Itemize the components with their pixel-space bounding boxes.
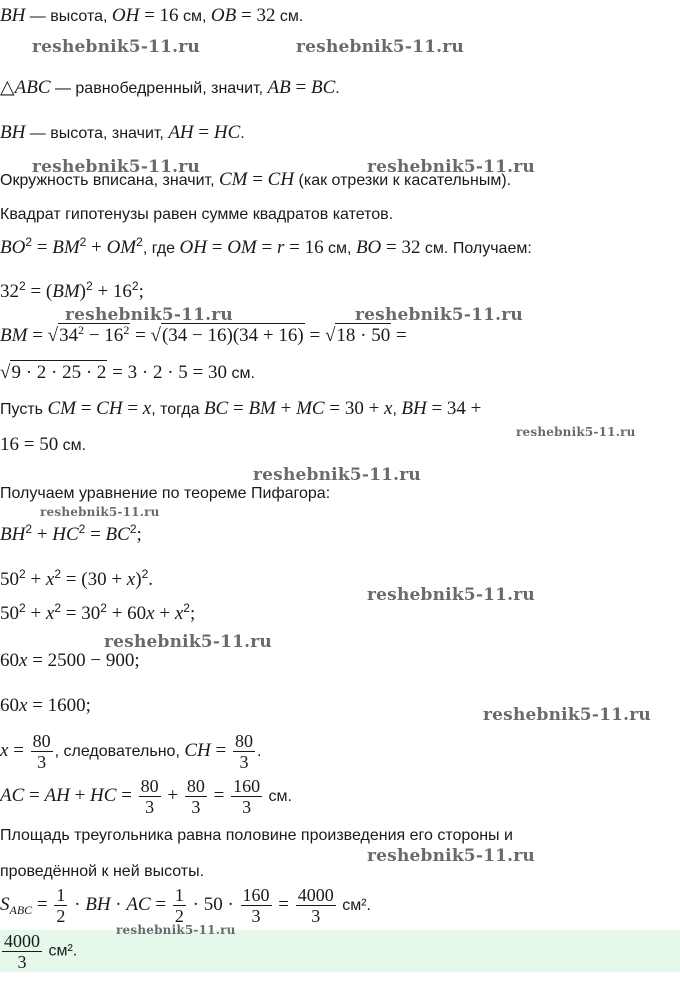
line-19: AC = AH + HC = $\frac{80}{3}$ + $\frac{80}{3}$ = $\frac{160}{3}$ см. (0, 776, 292, 818)
text: , следовательно, (54, 743, 185, 760)
answer-fraction: $\frac{4000}{3}$ (4, 931, 40, 972)
line-22: $S_{ABC}$ = $\frac{1}{2}$ · BH · AC = $\frac{1}{2}$ · 50 · $\frac{160}{3}$ = $\frac{4000}{3}$ см². (0, 885, 371, 927)
text: см, (178, 8, 211, 25)
text: Окружность вписана, значит, (0, 172, 219, 189)
text: проведённой к ней высоты. (0, 863, 205, 880)
watermark: reshebnik5-11.ru (32, 37, 200, 57)
text: , тогда (151, 401, 204, 418)
text: , (392, 401, 402, 418)
text: Площадь треугольника равна половине произведения его стороны и (0, 827, 513, 844)
watermark: reshebnik5-11.ru (296, 37, 464, 57)
line-1: BH — высота, OH = 16 см, OB = 32 см. (0, 5, 304, 26)
text: , где (142, 240, 180, 257)
watermark: reshebnik5-11.ru (367, 846, 535, 866)
line-21 (0, 862, 204, 882)
line-14: $50^2 + x^2 = (30 + x)^2$. (0, 567, 153, 590)
line-12 (0, 484, 330, 504)
fraction: $\frac{80}{3}$ (140, 776, 159, 818)
text: — высота, (25, 8, 112, 25)
text: (как отрезки к касательным). (294, 172, 512, 189)
text: Пусть (0, 401, 48, 418)
line-18: x = $\frac{80}{3}$ , следовательно, CH = $\frac{80}{3}$ . (0, 731, 262, 773)
line-4: Окружность вписана, значит, CM = CH (как отрезки к касательным). (0, 169, 512, 190)
fraction: $\frac{1}{2}$ (56, 885, 66, 927)
fraction: $\frac{80}{3}$ (234, 731, 253, 773)
line-15: $50^2 + x^2 = 30^2 + 60x + x^2$; (0, 601, 196, 624)
watermark: reshebnik5-11.ru (40, 505, 160, 519)
fraction: $\frac{80}{3}$ (32, 731, 51, 773)
watermark: reshebnik5-11.ru (65, 305, 233, 325)
text: . (256, 743, 262, 760)
text: см. Получаем: (420, 240, 532, 257)
fraction: $\frac{160}{3}$ (242, 885, 270, 927)
math-bh: BH (0, 5, 26, 26)
text: . (335, 80, 340, 97)
text: см. (264, 788, 292, 805)
watermark: reshebnik5-11.ru (116, 923, 236, 937)
line-6: $BO^2 = BM^2 + OM^2$, где OH = OM = r = 16 см, BO = 32 см. Получаем: (0, 235, 532, 258)
line-5 (0, 205, 393, 225)
line-7: $32^2 = (BM)^2 + 16^2$; (0, 279, 144, 302)
text: — высота, значит, (25, 125, 169, 142)
watermark: reshebnik5-11.ru (367, 157, 535, 177)
line-11: 16 = 50 см. (0, 434, 87, 455)
text: см. (58, 437, 87, 454)
line-20 (0, 826, 513, 846)
fraction: $\frac{80}{3}$ (186, 776, 205, 818)
line-9: √9 · 2 · 25 · 2 = 3 · 2 · 5 = 30 см. (0, 362, 255, 383)
watermark: reshebnik5-11.ru (32, 157, 200, 177)
watermark: reshebnik5-11.ru (355, 305, 523, 325)
text: Получаем уравнение по теореме Пифагора: (0, 485, 331, 502)
watermark: reshebnik5-11.ru (104, 632, 272, 652)
text: см. (227, 365, 255, 382)
fraction: $\frac{4000}{3}$ (297, 885, 334, 927)
watermark: reshebnik5-11.ru (516, 425, 636, 439)
line-10: Пусть CM = CH = x, тогда BC = BM + MC = 30 + x, BH = 34 + (0, 398, 482, 419)
watermark: reshebnik5-11.ru (483, 705, 651, 725)
fraction: $\frac{1}{2}$ (174, 885, 184, 927)
watermark: reshebnik5-11.ru (367, 585, 535, 605)
text: — равнобедренный, значит, (50, 80, 268, 97)
line-17: 60x = 1600; (0, 695, 91, 716)
answer-highlight (0, 930, 680, 972)
line-13: $BH^2 + HC^2 = BC^2$; (0, 522, 142, 545)
line-16: 60x = 2500 − 900; (0, 650, 140, 671)
text: . (240, 125, 245, 142)
text: см². (337, 897, 371, 914)
answer-line (0, 931, 77, 972)
text: см. (275, 8, 304, 25)
line-8: BM = $√34^2 - 16^2 = √(34 - 16)(34 + 16) = √18 \cdot 50$ = (0, 323, 407, 346)
line-3: BH — высота, значит, AH = HC. (0, 122, 245, 143)
line-2: △ABC — равнобедренный, значит, AB = BC. (0, 77, 340, 98)
fraction: $\frac{160}{3}$ (233, 776, 261, 818)
watermark: reshebnik5-11.ru (253, 465, 421, 485)
answer-unit: см². (44, 942, 78, 960)
text: см, (323, 240, 356, 257)
text: Квадрат гипотенузы равен сумме квадратов катетов. (0, 206, 394, 223)
